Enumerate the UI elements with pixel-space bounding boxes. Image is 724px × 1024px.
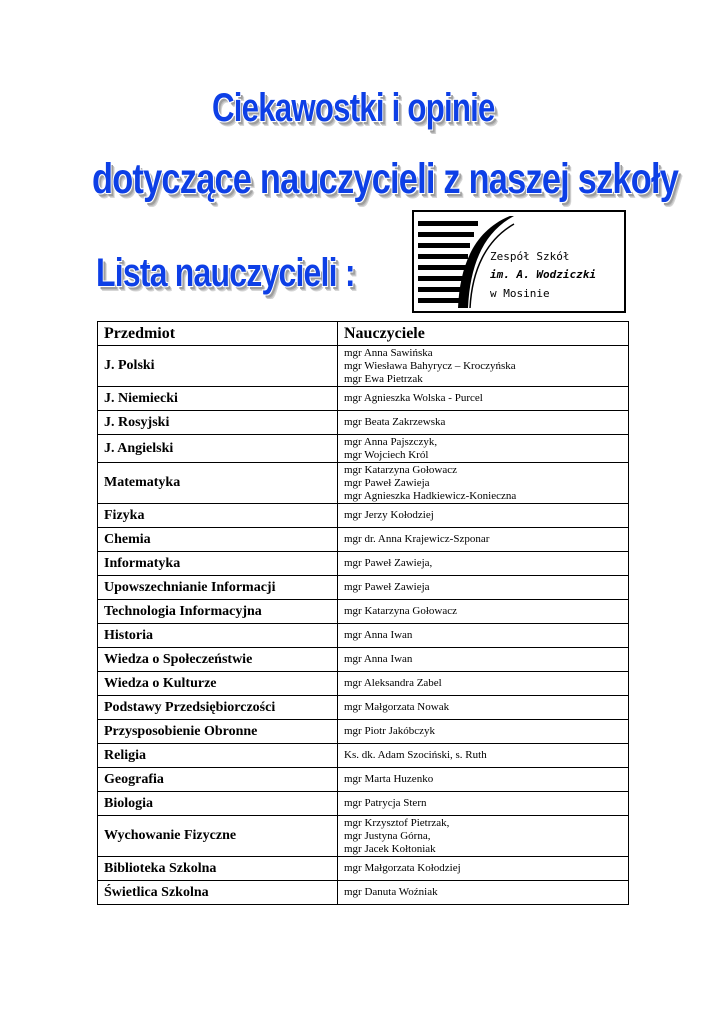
table-row [98, 744, 629, 768]
teachers-cell [338, 576, 629, 600]
teacher-name: mgr Paweł Zawieja [344, 581, 430, 593]
table-row [98, 624, 629, 648]
teachers-cell [338, 768, 629, 792]
teacher-name: mgr Jacek Kołtoniak [344, 842, 436, 855]
teachers-table-body [98, 346, 629, 905]
subject-cell: Podstawy Przedsiębiorczości [98, 696, 338, 720]
table-row [98, 857, 629, 881]
teacher-name: mgr Krzysztof Pietrzak, [344, 816, 450, 829]
teachers-cell [338, 881, 629, 905]
teacher-name: mgr Agnieszka Wolska - Purcel [344, 392, 483, 404]
subject-cell: Wiedza o Kulturze [98, 672, 338, 696]
teacher-name: mgr Wojciech Król [344, 448, 429, 461]
subject-cell: Fizyka [98, 504, 338, 528]
heading-line-1: Ciekawostki i opinie [212, 86, 495, 130]
teacher-name: mgr Aleksandra Zabel [344, 677, 442, 689]
teacher-name: mgr Anna Sawińska [344, 346, 433, 359]
table-row [98, 672, 629, 696]
teacher-name: mgr dr. Anna Krajewicz-Szponar [344, 533, 490, 545]
table-row [98, 411, 629, 435]
table-row [98, 600, 629, 624]
column-header-subject: Przedmiot [98, 322, 338, 346]
subject-cell: J. Angielski [98, 435, 338, 463]
teacher-name: mgr Katarzyna Gołowacz [344, 463, 458, 476]
teachers-cell [338, 411, 629, 435]
table-row [98, 504, 629, 528]
table-row [98, 720, 629, 744]
teachers-cell [338, 648, 629, 672]
table-row [98, 816, 629, 857]
teachers-cell [338, 435, 629, 463]
teacher-name: mgr Anna Iwan [344, 653, 413, 665]
teacher-name: mgr Jerzy Kołodziej [344, 509, 434, 521]
teacher-name: mgr Beata Zakrzewska [344, 416, 446, 428]
teachers-cell [338, 857, 629, 881]
teacher-name: mgr Paweł Zawieja, [344, 557, 433, 569]
teachers-cell [338, 744, 629, 768]
table-header-row [98, 322, 629, 346]
teachers-cell [338, 528, 629, 552]
teachers-cell [338, 600, 629, 624]
teachers-cell [338, 552, 629, 576]
teacher-name: mgr Piotr Jakóbczyk [344, 725, 436, 737]
table-row [98, 346, 629, 387]
teachers-cell [338, 720, 629, 744]
teacher-name: mgr Wiesława Bahyrycz – Kroczyńska [344, 359, 516, 372]
teachers-table [97, 321, 629, 905]
teachers-cell [338, 672, 629, 696]
table-row [98, 792, 629, 816]
teachers-cell [338, 504, 629, 528]
subject-cell: J. Rosyjski [98, 411, 338, 435]
subject-cell: Biblioteka Szkolna [98, 857, 338, 881]
table-row [98, 435, 629, 463]
teachers-cell [338, 346, 629, 387]
teachers-cell [338, 696, 629, 720]
subject-cell: Świetlica Szkolna [98, 881, 338, 905]
heading-teacher-list: Lista nauczycieli : [96, 251, 355, 295]
subject-cell: Technologia Informacyjna [98, 600, 338, 624]
subject-cell: Religia [98, 744, 338, 768]
heading-line-2: dotyczące nauczycieli z naszej szkoły [92, 155, 679, 203]
table-row [98, 696, 629, 720]
subject-cell: Upowszechnianie Informacji [98, 576, 338, 600]
teacher-name: mgr Danuta Woźniak [344, 886, 438, 898]
teacher-name: mgr Katarzyna Gołowacz [344, 605, 458, 617]
subject-cell: J. Polski [98, 346, 338, 387]
teacher-name: mgr Paweł Zawieja [344, 476, 430, 489]
subject-cell: Chemia [98, 528, 338, 552]
table-row [98, 387, 629, 411]
subject-cell: Matematyka [98, 463, 338, 504]
teachers-cell [338, 463, 629, 504]
teacher-name: Ks. dk. Adam Szociński, s. Ruth [344, 749, 487, 761]
logo-text-line-3: w Mosinie [490, 287, 550, 300]
subject-cell: Wiedza o Społeczeństwie [98, 648, 338, 672]
subject-cell: Historia [98, 624, 338, 648]
subject-cell: Geografia [98, 768, 338, 792]
logo-text-line-1: Zespół Szkół [490, 250, 570, 263]
teacher-name: mgr Anna Pajszczyk, [344, 435, 438, 448]
table-row [98, 463, 629, 504]
teacher-name: mgr Patrycja Stern [344, 797, 427, 809]
table-row [98, 552, 629, 576]
subject-cell: Informatyka [98, 552, 338, 576]
subject-cell: Przysposobienie Obronne [98, 720, 338, 744]
school-logo [412, 210, 626, 313]
subject-cell: Wychowanie Fizyczne [98, 816, 338, 857]
logo-text-line-2: im. A. Wodziczki [490, 268, 596, 281]
teacher-name: mgr Małgorzata Nowak [344, 701, 450, 713]
teachers-cell [338, 792, 629, 816]
teachers-cell [338, 387, 629, 411]
table-row [98, 768, 629, 792]
table-row [98, 576, 629, 600]
teacher-name: mgr Ewa Pietrzak [344, 372, 423, 385]
teacher-name: mgr Justyna Górna, [344, 829, 431, 842]
teachers-cell [338, 624, 629, 648]
table-row [98, 881, 629, 905]
teacher-name: mgr Marta Huzenko [344, 773, 434, 785]
column-header-teachers: Nauczyciele [338, 322, 629, 346]
table-row [98, 528, 629, 552]
teacher-name: mgr Anna Iwan [344, 629, 413, 641]
subject-cell: Biologia [98, 792, 338, 816]
teacher-name: mgr Małgorzata Kołodziej [344, 862, 461, 874]
teachers-cell [338, 816, 629, 857]
table-row [98, 648, 629, 672]
subject-cell: J. Niemiecki [98, 387, 338, 411]
teacher-name: mgr Agnieszka Hadkiewicz-Konieczna [344, 489, 517, 502]
